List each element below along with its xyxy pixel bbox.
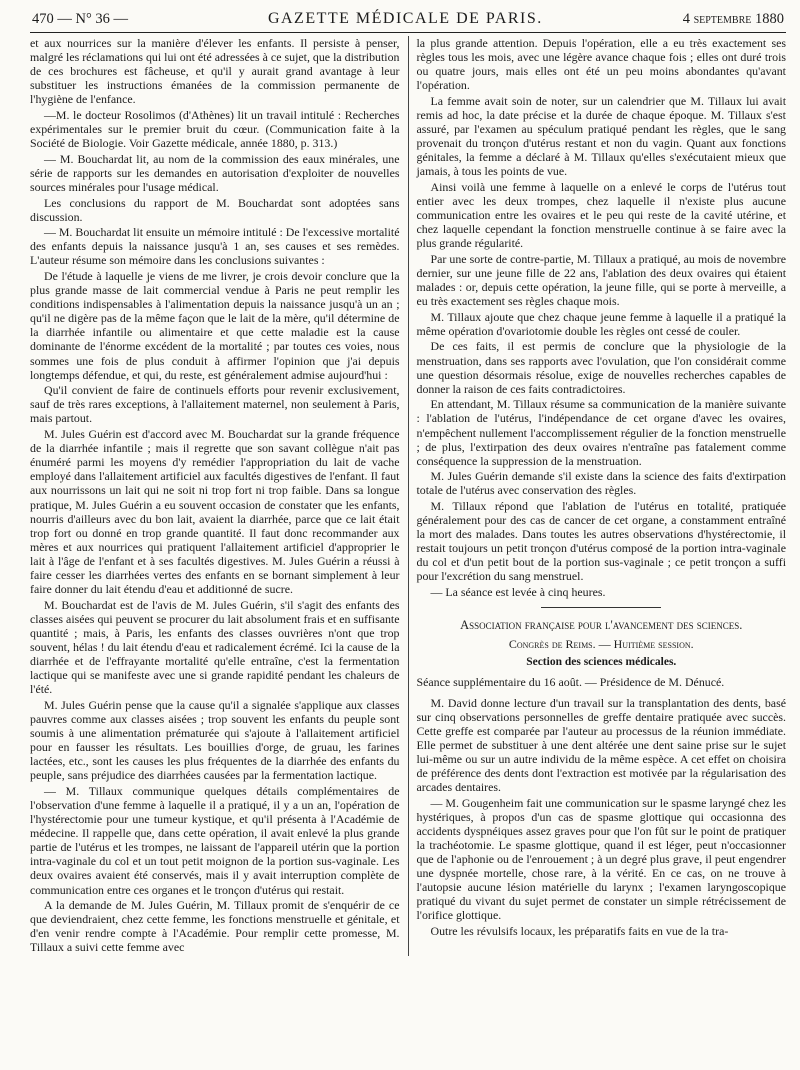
section-divider xyxy=(541,607,661,608)
paragraph: — La séance est levée à cinq heures. xyxy=(430,585,606,600)
left-column xyxy=(30,36,409,956)
paragraph: — M. Bouchardat lit ensuite un mémoire intitulé : De l'excessive mortalité des enfants depuis la naissance jusqu'à 1 an, ses causes et ses remèdes. L'auteur résume son mémoire dans les conclusions suivantes : xyxy=(30,225,400,268)
paragraph: La femme avait soin de noter, sur un calendrier que M. Tillaux lui avait remis ad hoc, la date précise et la durée de chaque époque. M. Tillaux s'est assuré, par l'examen au spéculum pratiqué pendant les règles, que le sang provenait du tronçon d'utérus restant et non du vagin. Quant aux fonctions génitales, la femme a déclaré à M. Tillaux qu'elles s'exécutaient mieux que jamais, à tous les points de vue. xyxy=(416,93,786,179)
paragraph: — M. Tillaux communique quelques détails complémentaires de l'observation d'une femme à laquelle il a pratiqué, il y a un an, l'opération de l'hystérectomie pour une tumeur kystique, et qu'il présenta à l'Académie de médecine. Il rappelle que, dans cette opération, il avait enlevé la plus grande partie de l'utérus et les trompes, ne laissant de l'appareil utérin que la portion intra-vaginale du col et un tout petit moignon de la portion sus-vaginale. Les deux ovaires avaient été conservés, mais il y avait interruption complète de communication entre ces organes et le tronçon d'utérus qui restait. xyxy=(30,783,400,897)
paragraph: Les conclusions du rapport de M. Bouchardat sont adoptées sans discussion. xyxy=(30,195,400,224)
paragraph: Outre les révulsifs locaux, les préparatifs faits en vue de la tra- xyxy=(430,924,729,939)
date-month: septembre xyxy=(693,11,752,27)
paragraph: M. Tillaux répond que l'ablation de l'utérus en totalité, pratiquée généralement pour des cas de cancer de cet organe, a constamment entraîné la mort des malades. Dans toutes les autres observations d'hystérectomie, il restait toujours un petit tronçon d'utérus composé de la portion intra-vaginale du col et d'un petit bout de la portion sus-vaginale ; ce petit tronçon a suffi pour l'excrétion du sang menstruel. xyxy=(416,499,786,584)
seance-line: Séance supplémentaire du 16 août. — Présidence de M. Dénucé. xyxy=(416,675,725,690)
congres-heading: Congrès de Reims. — Huitième session. xyxy=(508,637,694,652)
paragraph: M. Jules Guérin pense que la cause qu'il a signalée s'applique aux classes pauvres comme aux classes aisées ; trop souvent les enfants du peuple sont soumis à une alimentation prématurée qui s'ajoute à l'allaitement artificiel pour en fausser les résultats. Les bouillies d'orge, de gruau, les farines lactées, etc., sont les causes les plus fréquentes de la diarrhée des enfants du peuple, sans préjudice des diarrhées causées par la fermentation lactique. xyxy=(30,697,400,783)
paragraph: la plus grande attention. Depuis l'opération, elle a eu très exactement ses règles tous les mois, avec une légère avance chaque fois ; elles ont duré trois ou quatre jours, mais elles ont été un peu moins abondantes qu'avant l'opération. xyxy=(416,36,786,93)
paragraph: M. Tillaux ajoute que chez chaque jeune femme à laquelle il a pratiqué la même opération d'ovariotomie double les règles ont cessé de couler. xyxy=(416,309,786,338)
paragraph: Par une sorte de contre-partie, M. Tillaux a pratiqué, au mois de novembre dernier, sur une jeune fille de 22 ans, l'ablation des deux ovaires qui étaient malades : or, depuis cette opération, la jeune fille, qui se porte à merveille, a eu très exactement ses règles chaque mois. xyxy=(416,251,786,309)
issue-date xyxy=(683,11,784,28)
paragraph: En attendant, M. Tillaux résume sa communication de la manière suivante : l'ablation de l'utérus, l'indépendance de cet organe d'avec les ovaires, n'empêchent nullement l'accomplissement régulier de la fonction menstruelle ; de plus, l'extirpation des deux ovaires n'entraîne pas fatalement comme conséquence la suppression de la menstruation. xyxy=(416,397,786,468)
paragraph: De l'étude à laquelle je viens de me livrer, je crois devoir conclure que la plus grande masse de lait commercial vendue à Paris ne peut remplir les conditions indispensables à l'alimentation depuis la naissance jusqu'à un an ; qu'il ne digère pas de la même façon que le lait de la mère, qu'il détermine de la diarrhée infantile ou alimentaire et que cette maladie est la cause dominante de l'énorme excédent de la mortalité ; par toutes ces voies, nous sommes une fois de plus conduit à affirmer l'opinion que j'ai depuis longtemps défendue, et qui, du reste, est généralement admise aujourd'hui : xyxy=(30,269,400,382)
paragraph: M. Bouchardat est de l'avis de M. Jules Guérin, s'il s'agit des enfants des classes aisées qui peuvent se procurer du lait absolument frais et en suffisante quantité ; mais, à Paris, les enfants des classes ouvrières n'ont que trop souvent, hélas ! du lait étendu d'eau et radicalement écrémé. Ici la cause de la diarrhée et de l'effrayante mortalité qu'elle entraîne, c'est la fermentation lactique qui se manifeste avec une si grande rapidité pendant les chaleurs de l'été. xyxy=(30,597,400,697)
paragraph: Ainsi voilà une femme à laquelle on a enlevé le corps de l'utérus tout entier avec les deux trompes, chez laquelle il n'existe plus aucune communication entre les ovaires et le peu qui reste de la cavité utérine, et chez laquelle cependant la fonction menstruelle continue à se faire avec la plus grande régularité. xyxy=(416,179,786,251)
paragraph: et aux nourrices sur la manière d'élever les enfants. Il persiste à penser, malgré les réclamations qui lui ont été adressées à ce sujet, que la distribution de ces brochures est fâcheuse, et qu'il y aurait grand avantage à leur substituer les instructions émanées de la commission permanente de l'hygiène de l'enfance. xyxy=(30,36,400,107)
issue-number: — N° 36 — xyxy=(57,11,129,27)
paragraph: M. Jules Guérin demande s'il existe dans la science des faits d'extirpation totale de l'utérus avec conservation des règles. xyxy=(416,469,786,498)
columns xyxy=(30,36,786,956)
paragraph: De ces faits, il est permis de conclure que la physiologie de la menstruation, dans ses rapports avec l'ovulation, que l'on considérait comme une question désormais résolue, exige de nouvelles recherches capables de donner la raison de ces faits contradictoires. xyxy=(416,339,786,396)
right-column xyxy=(409,36,787,956)
paragraph: —M. le docteur Rosolimos (d'Athènes) lit un travail intitulé : Recherches expérimentales sur le premier bruit du cœur. (Communication faite à la Société de Biologie. Voir Gazette médicale, année 1880, p. 313.) xyxy=(30,107,400,151)
section-title: Section des sciences médicales. xyxy=(526,656,677,669)
page-header xyxy=(30,8,786,33)
paragraph: Qu'il convient de faire de continuels efforts pour revenir exclusivement, sauf de très rares exceptions, à l'allaitement maternel, non seulement à Paris, mais partout. xyxy=(30,383,400,426)
journal-title: GAZETTE MÉDICALE DE PARIS. xyxy=(267,10,543,27)
paragraph: M. Jules Guérin est d'accord avec M. Bouchardat sur la grande fréquence de la diarrhée infantile ; mais il regrette que son savant collègue n'ait pas énuméré parmi les moyens d'y remédier l'appropriation du lait de vache employé dans l'allaitement artificiel aux facultés digestives de l'enfant. Il faut aux nourrissons un lait qui ne soit ni trop fort ni trop faible. Dans sa longue pratique, M. Jules Guérin a eu souvent occasion de constater que les enfants, nourris d'ailleurs avec du bon lait, avaient la diarrhée, parce que ce lait était trop fort ou donné en trop grande quantité. Il faut donc recommander aux mères et aux nourrices qui pratiquent l'allaitement artificiel d'approprier le lait à l'âge de l'enfant et à ses facultés digestives. M. Jules Guérin a réussi à faire cesser les diarrhées vertes des enfants en se bornant simplement à leur faire donner du lait étendu d'eau et additionné de sucre. xyxy=(30,427,400,597)
paragraph: — M. Gougenheim fait une communication sur le spasme laryngé chez les hystériques, à propos d'un cas de spasme glottique qui occasionna des accidents dyspnéiques assez graves pour que l'on fût sur le point de pratiquer la trachéotomie. Le spasme glottique, quand il est léger, peut n'occasionner que de l'aphonie ou de l'enrouement ; à un degré plus grave, il peut engendrer une dyspnée mortelle, chose rare, à la vérité. En ce cas, on ne trouve à l'autopsie aucune lésion matérielle du larynx ; l'examen laryngoscopique pratiqué du vivant du sujet permet de constater un simple rétrécissement de l'orifice glottique. xyxy=(416,795,786,923)
date-day: 4 xyxy=(682,11,690,27)
paragraph: A la demande de M. Jules Guérin, M. Tillaux promit de s'enquérir de ce que deviendraient, chez cette femme, les fonctions menstruelle et génitale, et d'en venir rendre compte à l'Académie. Pour remplir cette promesse, M. Tillaux a suivi cette femme avec xyxy=(30,898,400,955)
page-number-issue xyxy=(32,11,128,28)
page-number: 470 xyxy=(32,11,54,27)
paragraph: M. David donne lecture d'un travail sur la transplantation des dents, basé sur cinq observations personnelles de greffe dentaire pratiquée avec succès. Cette greffe est comparée par l'auteur au processus de la réunion immédiate. Elle permet de substituer à une dent altérée une dent saine prise sur le sujet lui-même ou sur un autre individu de la même espèce. A cet effet on choisira de préférence des dents dont l'extraction est motivée par la régularisation des arcades dentaires. xyxy=(416,695,786,795)
association-heading: Association française pour l'avancement des sciences. xyxy=(460,618,743,633)
paragraph: — M. Bouchardat lit, au nom de la commission des eaux minérales, une série de rapports sur les demandes en autorisation d'exploiter de nouvelles sources minérales pour l'usage médical. xyxy=(30,151,400,194)
date-year: 1880 xyxy=(754,11,784,27)
